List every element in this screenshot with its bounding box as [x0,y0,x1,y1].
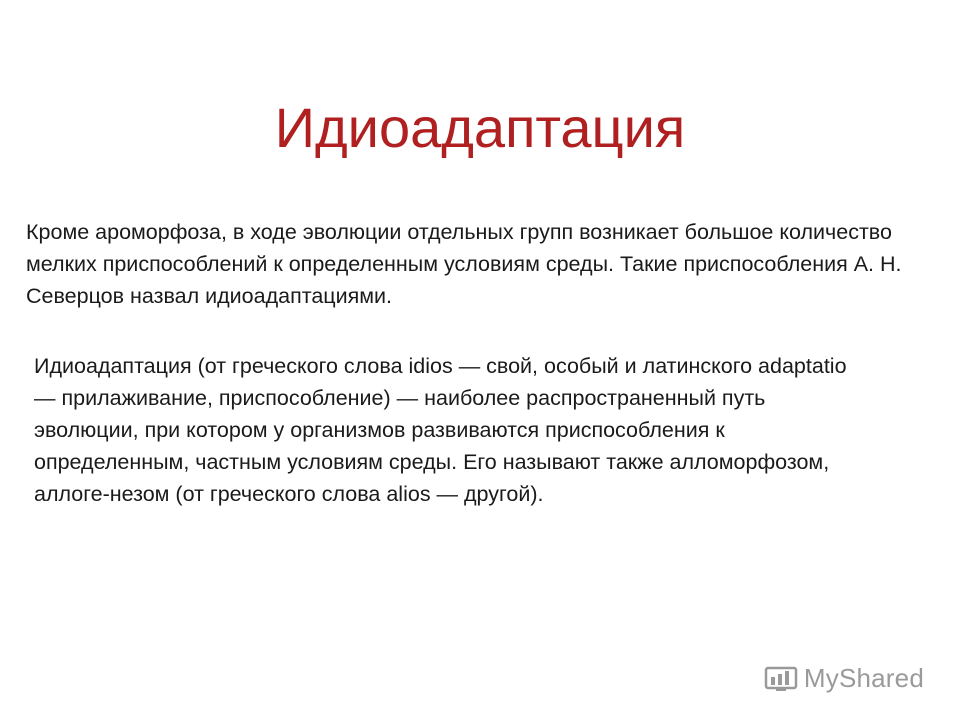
watermark [764,663,924,694]
definition-paragraph: Идиоадаптация (от греческого слова idios — свой, особый и латинского adaptatio — прилаживание, приспособление) — наиболее распространенный путь эволюции, при котором у организмов развиваются приспособления к определенным, частным условиям среды. Его называют также алломорфозом, аллоге-незом (от греческого слова alios — другой). [34,354,847,506]
intro-paragraph: Кроме ароморфоза, в ходе эволюции отдельных групп возникает большое количество мелких приспособлений к определенным условиям среды. Такие приспособления А. Н. Северцов назвал идиоадаптациями. [26,220,902,308]
slide-title: Идиоадаптация [274,96,686,159]
watermark-text: MyShared [803,663,924,693]
mysared-logo-icon [764,665,798,693]
